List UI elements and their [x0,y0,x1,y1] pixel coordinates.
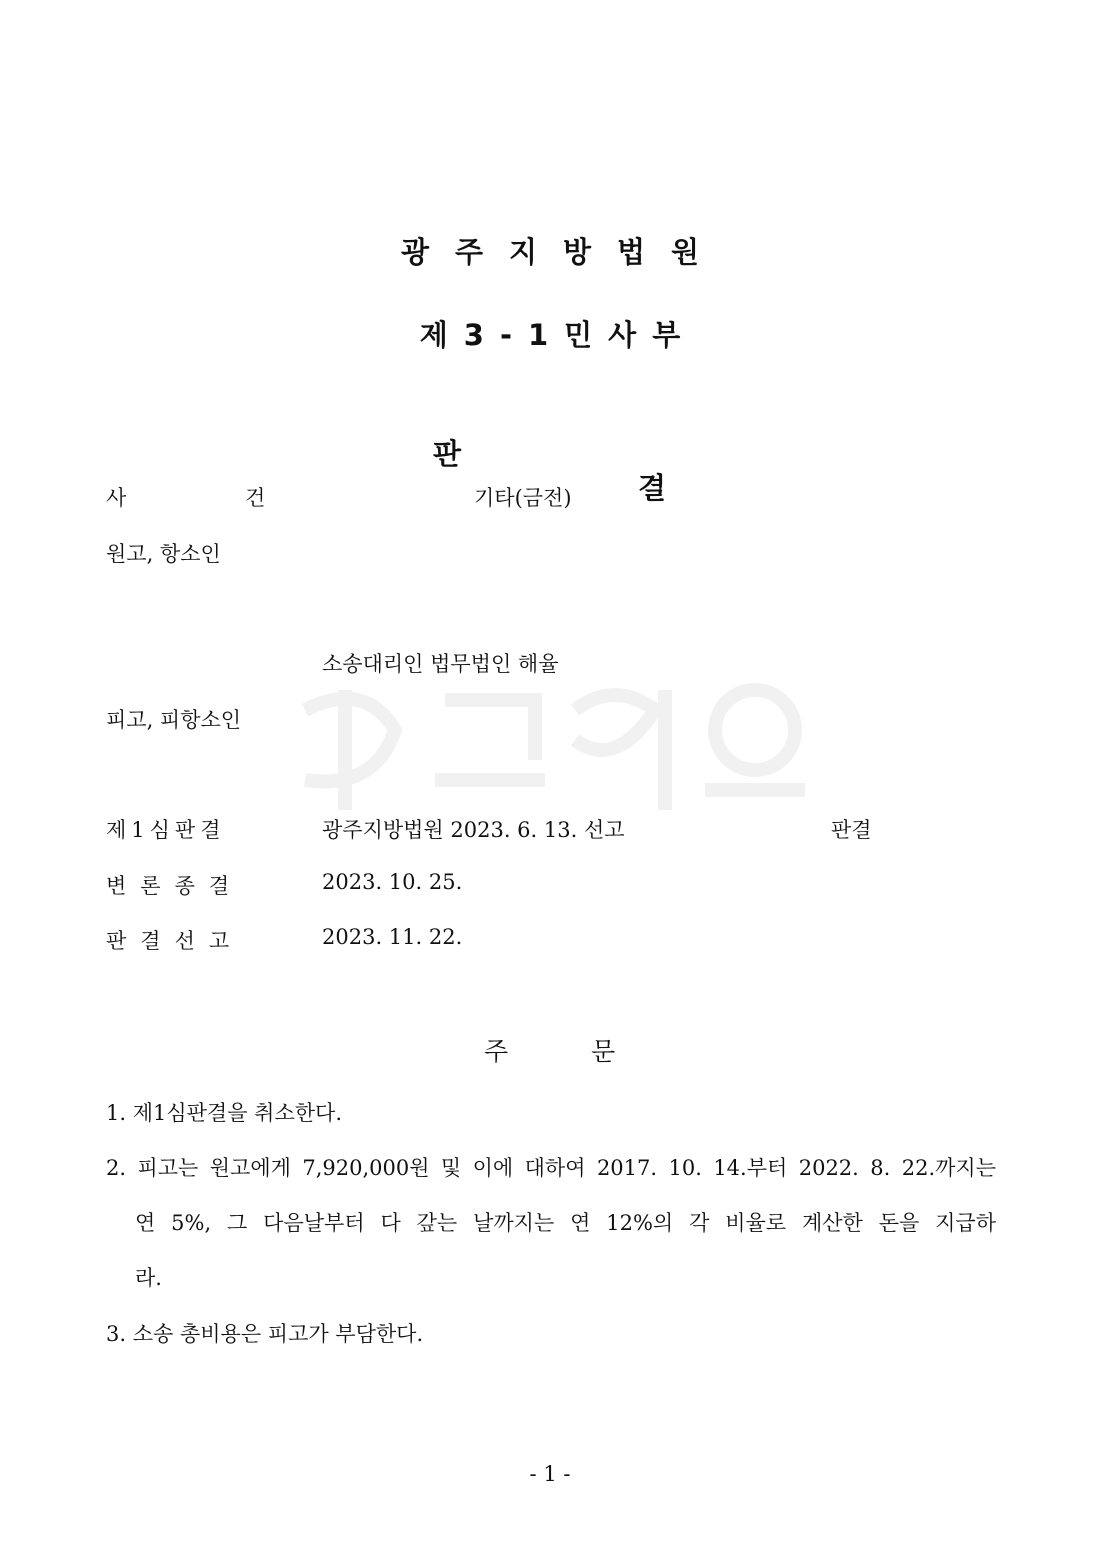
first-instance-label: 제1심판결 [106,818,226,842]
closing-label: 변론종결 [106,874,244,898]
page-number: - 1 - [529,1462,571,1486]
case-value: 기타(금전) [474,486,572,510]
document-type-left: 판 [433,437,462,471]
order-item-3: 3. 소송 총비용은 피고가 부담한다. [106,1322,424,1346]
division-name: 제3-1민사부 [419,318,697,352]
ruling-label: 판결선고 [106,929,244,953]
document-type-heading [0,398,1100,534]
order-item-1: 1. 제1심판결을 취소한다. [106,1101,342,1125]
plaintiff-label: 원고, 항소인 [106,542,221,566]
closing-value: 2023. 10. 25. [322,870,463,894]
order-item-2-line-3: 라. [135,1266,162,1290]
ruling-value: 2023. 11. 22. [322,925,463,949]
document-type-right: 결 [638,471,667,505]
defendant-label: 피고, 피항소인 [106,708,242,732]
order-item-2-line-1: 2. 피고는 원고에게 7,920,000원 및 이에 대하여 2017. 10. 14.부터 2022. 8. 22.까지는 [106,1156,996,1180]
first-instance-suffix: 판결 [831,818,872,842]
first-instance-value: 광주지방법원 2023. 6. 13. 선고 [322,818,625,842]
order-heading-left: 주 [484,1037,509,1066]
order-item-2-line-2: 연 5%, 그 다음날부터 다 갚는 날까지는 연 12%의 각 비율로 계산한 돈을 지급하 [135,1211,996,1235]
court-name: 광주지방법원 [400,235,726,269]
order-heading-right: 문 [591,1037,616,1066]
attorney-name: 소송대리인 법무법인 해율 [322,652,559,676]
case-label: 사 건 [106,486,322,510]
